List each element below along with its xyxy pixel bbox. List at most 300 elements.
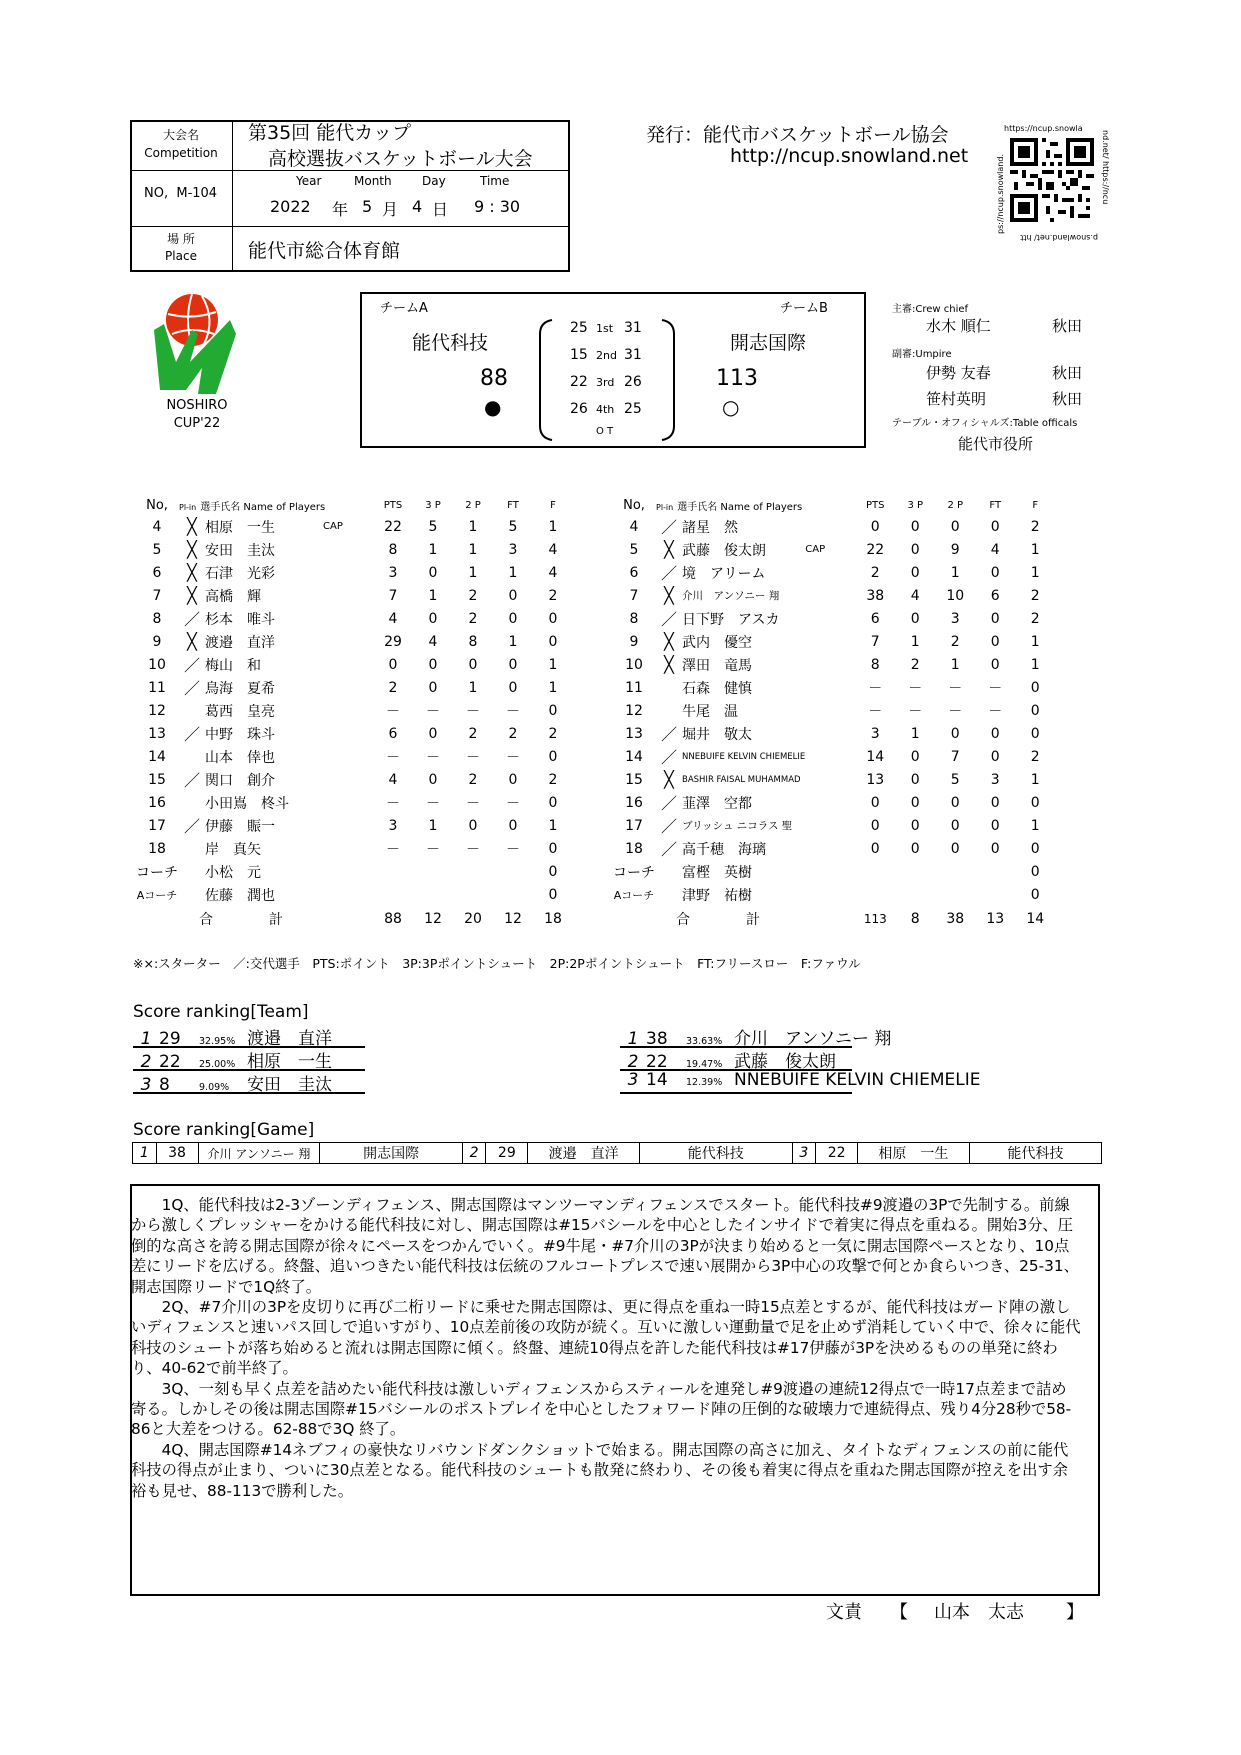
total-f: 14 <box>1026 911 1045 927</box>
player-no: 16 <box>148 794 166 811</box>
player-no: 5 <box>152 541 162 558</box>
stat-p3: 4 <box>910 587 920 604</box>
player-name: 佐藤 潤也 <box>205 887 275 904</box>
stat-pts: 29 <box>384 633 402 650</box>
quarter-row: 15 2nd 31 <box>570 347 642 363</box>
rank-player: 渡邉 直洋 <box>247 1029 332 1049</box>
crew-chief-label: 主審:Crew chief <box>892 304 969 315</box>
ranking-row <box>620 1024 892 1049</box>
quarter-row: 26 4th 25 <box>570 401 642 417</box>
stat-ft: 0 <box>990 817 1000 834</box>
table-official-label: テーブル・オフィシャルズ:Table officals <box>892 418 1078 429</box>
stat-pts <box>373 883 413 906</box>
player-row <box>135 538 573 561</box>
stat-ft: 0 <box>508 610 518 627</box>
stat-pts: 2 <box>870 564 880 581</box>
stat-p3: 0 <box>910 610 920 627</box>
stat-pts: 0 <box>870 840 880 857</box>
player-no: 17 <box>148 817 166 834</box>
stat-pts: － <box>868 703 883 720</box>
stat-f: 2 <box>548 725 558 742</box>
stat-f: 2 <box>548 771 558 788</box>
captain-mark <box>805 814 855 837</box>
rank-number: 3 <box>627 1070 639 1090</box>
stat-ft: 0 <box>508 587 518 604</box>
captain-mark <box>805 653 855 676</box>
stat-ft: 0 <box>508 656 518 673</box>
player-mark <box>179 745 205 768</box>
player-no: 16 <box>625 794 643 811</box>
player-row <box>612 837 1055 860</box>
ranking-game-title: Score ranking[Game] <box>133 1120 315 1140</box>
stat-pts: 8 <box>870 656 880 673</box>
stat-ft: － <box>506 749 520 766</box>
rank-percent: 9.09% <box>199 1082 230 1093</box>
player-mark: ／ <box>183 771 200 790</box>
player-mark <box>179 791 205 814</box>
report-paragraph-1: 1Q、能代科技は2-3ゾーンディフェンス、開志国際はマンツーマンディフェンスでスタート。能代科技#9渡邉の3Pで先制する。前線から激しくプレッシャーをかける能代科技に対し、開志国際は#15バシールを中心としたインサイドで着実に得点を重ねる。開始3分、圧倒的な高さを誇る開志国際が徐々にペースをつかんでいく。#9牛尾・#7介川の3Pが決まり始めると一気に開志国際ペースとなり、10点差にリードを広げる。終盤、追いつきたい能代科技は伝統のフルコートプレスで速い展開から3P中心の攻撃で何とか食らいつき、25-31、開志国際リードで1Q終了。 <box>131 1196 1079 1296</box>
stat-p2 <box>935 860 975 883</box>
stat-p2: 0 <box>950 817 960 834</box>
stat-pts <box>855 883 895 906</box>
stat-pts: － <box>386 795 400 812</box>
player-row <box>135 561 573 584</box>
player-no: Aコーチ <box>613 888 655 902</box>
player-no: 7 <box>629 587 639 604</box>
competition-name-1: 第35回 能代カップ <box>248 122 412 144</box>
stat-f: 1 <box>1030 771 1040 788</box>
stat-pts: 8 <box>388 541 398 558</box>
player-no: 18 <box>148 840 166 857</box>
stat-pts: 22 <box>866 541 885 558</box>
player-row <box>135 699 573 722</box>
player-name: 梅山 和 <box>205 657 261 674</box>
player-name: 富樫 英樹 <box>682 864 752 881</box>
stat-ft: 3 <box>508 541 518 558</box>
quarter-row: 25 1st 31 <box>570 320 642 336</box>
player-mark: ／ <box>183 679 200 698</box>
player-no: 4 <box>629 518 639 535</box>
stat-f: 0 <box>1030 863 1040 880</box>
team-a-name: 能代科技 <box>412 332 489 354</box>
stat-ft: 0 <box>508 817 518 834</box>
player-row <box>612 768 1055 791</box>
player-name: 安田 圭汰 <box>205 542 275 559</box>
col-2p: 2 P <box>465 499 481 511</box>
col-no: No, <box>146 497 168 513</box>
stat-p2: 2 <box>468 725 478 742</box>
captain-mark <box>323 745 373 768</box>
team-b-player-table <box>612 495 1055 932</box>
ranking-team-title: Score ranking[Team] <box>133 1002 309 1022</box>
stat-p2: 0 <box>950 725 960 742</box>
captain-mark <box>805 515 855 538</box>
stat-p2: － <box>466 841 480 858</box>
captain-mark <box>805 768 855 791</box>
stat-ft: 2 <box>508 725 518 742</box>
player-no: 14 <box>148 748 166 765</box>
stat-p3: 0 <box>910 794 920 811</box>
player-row <box>135 653 573 676</box>
stat-ft <box>975 860 1015 883</box>
game-no: NO, M-104 <box>144 186 218 201</box>
stat-p3: 1 <box>910 633 920 650</box>
captain-mark <box>323 561 373 584</box>
rank-points: 22 <box>646 1052 668 1072</box>
stat-pts: － <box>386 703 400 720</box>
captain-mark <box>323 699 373 722</box>
stat-pts: 3 <box>870 725 880 742</box>
stat-ft: 0 <box>508 771 518 788</box>
player-no: 18 <box>625 840 643 857</box>
player-no: 17 <box>625 817 643 834</box>
captain-mark <box>805 607 855 630</box>
rank-number: 1 <box>627 1029 639 1049</box>
player-mark: ╳ <box>187 632 197 651</box>
stat-f: 1 <box>1030 656 1040 673</box>
player-name: 小松 元 <box>205 864 261 881</box>
stat-f: 0 <box>548 702 558 719</box>
captain-mark <box>805 630 855 653</box>
player-name: 諸星 然 <box>682 519 738 536</box>
player-no: 15 <box>625 771 643 788</box>
captain-mark <box>323 814 373 837</box>
publisher-url[interactable]: http://ncup.snowland.net <box>730 145 969 167</box>
rank-percent: 19.47% <box>686 1059 723 1070</box>
stat-p2: － <box>948 703 963 720</box>
stat-p2: － <box>466 749 480 766</box>
player-name: 岸 真矢 <box>205 841 261 858</box>
player-mark: ／ <box>660 748 677 767</box>
ranking-row <box>620 1070 981 1094</box>
ranking-row <box>133 1024 365 1048</box>
stat-f: 1 <box>1030 564 1040 581</box>
stat-f: 1 <box>548 817 558 834</box>
quarter-row: 22 3rd 26 <box>570 374 642 390</box>
competition-label: 大会名 Competition <box>144 128 218 160</box>
officials: 主審:Crew chief 水木 順仁 秋田 副審:Umpire 伊勢 友春 秋田 笹村英明 秋田 テーブル・オフィシャルズ:Table officals 能代市役所 <box>892 300 1092 454</box>
stat-p3: 0 <box>910 771 920 788</box>
rank-points: 29 <box>159 1029 181 1049</box>
stat-p2: 0 <box>950 518 960 535</box>
player-no: 13 <box>625 725 643 742</box>
player-name: ブリッシュ ニコラス 聖 <box>682 820 793 832</box>
noshiro-cup-logo <box>142 290 252 440</box>
stat-f: 4 <box>548 541 558 558</box>
rank-player: 安田 圭汰 <box>247 1075 332 1095</box>
player-row <box>135 791 573 814</box>
team-a-total: 88 <box>480 366 508 391</box>
player-row <box>612 515 1055 538</box>
umpire-2: 笹村英明 <box>926 390 987 408</box>
stat-p3: － <box>908 680 923 697</box>
stat-p3 <box>413 883 453 906</box>
player-name: 高千穂 海璃 <box>682 841 766 858</box>
player-mark <box>656 860 682 883</box>
captain-mark <box>805 837 855 860</box>
team-b-result: ○ <box>722 395 740 419</box>
stat-f: 2 <box>1030 518 1040 535</box>
player-mark <box>179 860 205 883</box>
player-name: 石津 光彩 <box>205 565 275 582</box>
stat-f: 0 <box>1030 702 1040 719</box>
player-row <box>612 676 1055 699</box>
total-p3: 12 <box>424 911 442 927</box>
rank-number: 3 <box>140 1075 152 1095</box>
player-mark <box>179 837 205 860</box>
player-no: Aコーチ <box>136 888 178 902</box>
stat-f: 1 <box>548 679 558 696</box>
player-name: 杉本 唯斗 <box>205 611 275 628</box>
captain-mark <box>323 607 373 630</box>
player-row <box>612 722 1055 745</box>
qr-pattern <box>1010 138 1094 222</box>
stat-pts: 4 <box>388 771 398 788</box>
stat-p3: － <box>908 703 923 720</box>
stat-p3: 1 <box>910 725 920 742</box>
player-row <box>135 814 573 837</box>
player-name: 鳥海 夏希 <box>205 680 275 697</box>
col-pts: PTS <box>383 499 403 511</box>
player-no: 11 <box>148 679 166 696</box>
captain-mark <box>323 791 373 814</box>
total-label: 合 計 <box>199 912 283 928</box>
stat-p3 <box>413 860 453 883</box>
qr-text-right: nd.net/ https://ncu <box>1101 130 1110 205</box>
player-name: 山本 倖也 <box>205 749 275 766</box>
player-name: 関口 創介 <box>205 772 275 789</box>
captain-mark <box>323 630 373 653</box>
stat-p3: 5 <box>428 518 438 535</box>
stat-f: 0 <box>548 863 558 880</box>
total-p3: 8 <box>910 911 920 927</box>
stat-f: 2 <box>1030 610 1040 627</box>
col-name: Pl-in 選手氏名 Name of Players <box>656 501 803 513</box>
player-mark <box>656 883 682 906</box>
stat-p3: 0 <box>428 679 438 696</box>
stat-p2: 8 <box>468 633 478 650</box>
player-no: 14 <box>625 748 643 765</box>
player-name: 介川 アンソニー 翔 <box>682 590 780 602</box>
stat-f: 0 <box>548 886 558 903</box>
stat-ft: － <box>506 841 520 858</box>
total-row <box>612 906 1055 932</box>
team-b-name: 開志国際 <box>730 332 807 354</box>
player-row <box>612 630 1055 653</box>
stat-f: 2 <box>1030 748 1040 765</box>
captain-mark <box>805 860 855 883</box>
rank-points: 14 <box>646 1070 668 1090</box>
captain-mark <box>323 883 373 906</box>
report-paragraph-4: 4Q、開志国際#14ネブフィの豪快なリバウンドダンクショットで始まる。開志国際の高さに加え、タイトなディフェンスの前に能代科技の得点が止まり、ついに30点差となる。能代科技のシュートも散発に終わり、その後も着実に得点を重ねた開志国際が控えを出す余裕も見せ、88-113で勝利した。 <box>131 1440 1069 1500</box>
captain-mark <box>323 653 373 676</box>
player-row <box>135 515 573 538</box>
rank-player: NNEBUIFE KELVIN CHIEMELIE <box>734 1070 981 1090</box>
stat-ft: 0 <box>990 794 1000 811</box>
total-label: 合 計 <box>676 912 760 928</box>
player-row <box>135 768 573 791</box>
stat-p3: 0 <box>428 564 438 581</box>
player-row <box>612 561 1055 584</box>
player-mark: ／ <box>660 725 677 744</box>
col-3p: 3 P <box>425 499 441 511</box>
player-no: 12 <box>625 702 643 719</box>
crew-chief: 水木 順仁 <box>926 317 991 335</box>
competition-name-2: 高校選抜バスケットボール大会 <box>268 148 533 170</box>
stat-ft: 0 <box>990 656 1000 673</box>
player-mark: ／ <box>660 610 677 629</box>
stat-ft: － <box>506 795 520 812</box>
captain-mark <box>805 722 855 745</box>
total-pts: 88 <box>384 911 402 927</box>
player-name: 堀井 敬太 <box>682 726 752 743</box>
player-row <box>612 814 1055 837</box>
stat-p2: － <box>948 680 963 697</box>
player-no: 11 <box>625 679 643 696</box>
rank-percent: 25.00% <box>199 1059 236 1070</box>
stat-p2: 0 <box>468 656 478 673</box>
player-row <box>612 883 1055 906</box>
stat-p2: 3 <box>950 610 960 627</box>
player-name: 境 アリーム <box>682 565 766 582</box>
stat-pts: 0 <box>870 817 880 834</box>
ranking-game-table: 1 38 介川 アンソニー 翔 開志国際 2 29 渡邉 直洋 能代科技 3 22 相原 一生 能代科技 <box>132 1142 1102 1164</box>
captain-mark <box>805 676 855 699</box>
qr-text-bottom: p.snowland.net/ htt <box>1020 233 1098 242</box>
stat-f: 4 <box>548 564 558 581</box>
stat-f: 1 <box>1030 633 1040 650</box>
stat-f: 1 <box>548 518 558 535</box>
stat-f: 0 <box>1030 840 1040 857</box>
player-mark: ／ <box>660 564 677 583</box>
stat-p2: 0 <box>950 840 960 857</box>
total-pts: 113 <box>863 912 887 926</box>
captain-mark <box>805 561 855 584</box>
stat-p2: 0 <box>468 817 478 834</box>
captain-mark <box>323 768 373 791</box>
player-name: 牛尾 温 <box>682 703 738 720</box>
rank-player: 介川 アンソニー 翔 <box>734 1029 892 1049</box>
stat-p3: 1 <box>428 541 438 558</box>
col-pts: PTS <box>866 499 885 511</box>
stat-ft: － <box>988 703 1003 720</box>
stat-p2: 1 <box>468 564 478 581</box>
captain-mark <box>323 722 373 745</box>
player-name: 韮澤 空都 <box>682 795 752 812</box>
captain-mark <box>805 883 855 906</box>
stat-f: 0 <box>548 610 558 627</box>
stat-p3: － <box>426 749 440 766</box>
stat-p3: 0 <box>910 748 920 765</box>
rank-points: 38 <box>646 1029 668 1049</box>
publisher: 発行：能代市バスケットボール協会 <box>646 124 949 146</box>
player-mark: ╳ <box>187 563 197 582</box>
player-no: 8 <box>152 610 162 627</box>
captain-mark <box>805 699 855 722</box>
player-row <box>135 745 573 768</box>
stat-pts: 6 <box>870 610 880 627</box>
player-no: 4 <box>152 518 162 535</box>
ranking-row <box>133 1070 365 1094</box>
captain-mark <box>323 837 373 860</box>
stat-p2: 0 <box>950 794 960 811</box>
stat-ft: － <box>506 703 520 720</box>
col-name: Pl-in 選手氏名 Name of Players <box>179 501 326 513</box>
stat-p3: 0 <box>428 610 438 627</box>
stat-f: 0 <box>548 794 558 811</box>
ranking-row <box>133 1047 365 1071</box>
rank-player: 相原 一生 <box>247 1052 332 1072</box>
player-mark: ╳ <box>664 770 674 789</box>
team-b-total: 113 <box>716 366 758 391</box>
stat-ft <box>493 860 533 883</box>
stat-f: 0 <box>1030 679 1040 696</box>
col-3p: 3 P <box>907 499 924 511</box>
player-no: 10 <box>148 656 166 673</box>
ranking-row <box>620 1047 852 1071</box>
stat-p2: 2 <box>468 610 478 627</box>
player-row <box>135 722 573 745</box>
logo-mark <box>142 290 252 400</box>
player-mark: ╳ <box>187 586 197 605</box>
stat-ft: 0 <box>990 840 1000 857</box>
stat-ft: 0 <box>990 610 1000 627</box>
stat-p3 <box>895 860 935 883</box>
captain-mark <box>323 538 373 561</box>
header-row <box>612 495 1055 515</box>
stat-p2: 1 <box>468 541 478 558</box>
stat-p3: － <box>426 841 440 858</box>
stat-ft: 0 <box>990 518 1000 535</box>
stat-f: 0 <box>548 633 558 650</box>
player-no: 12 <box>148 702 166 719</box>
stat-p2: － <box>466 703 480 720</box>
player-name: 澤田 竜馬 <box>682 657 752 674</box>
stat-ft: － <box>988 680 1003 697</box>
stat-p2: 10 <box>946 587 965 604</box>
stat-ft: 3 <box>990 771 1000 788</box>
captain-mark <box>805 745 855 768</box>
stat-ft <box>975 883 1015 906</box>
author-name: 山本 太志 <box>934 1602 1024 1623</box>
col-no: No, <box>623 497 645 513</box>
player-row <box>612 745 1055 768</box>
stat-p3: 1 <box>428 817 438 834</box>
stat-p2: 1 <box>468 679 478 696</box>
player-mark <box>656 699 682 722</box>
qr-text-top: https://ncup.snowla <box>1004 124 1083 133</box>
player-no: 15 <box>148 771 166 788</box>
player-name: 日下野 アスカ <box>682 611 780 628</box>
player-row <box>135 883 573 906</box>
report-paragraph-3: 3Q、一刻も早く点差を詰めたい能代科技は激しいディフェンスからスティールを連発し#9渡邉の連続12得点で一時17点差まで詰め寄る。しかしその後は開志国際#15バシールのポストプレイを中心としたフォワード陣の圧倒的な破壊力で連続得点、残り4分28秒で58-86と大差をつける。62-88で3Q 終了。 <box>131 1379 1072 1439</box>
stat-p3: 0 <box>428 656 438 673</box>
captain-mark <box>323 584 373 607</box>
stat-p2 <box>453 860 493 883</box>
player-mark <box>656 676 682 699</box>
stat-pts: 4 <box>388 610 398 627</box>
stat-ft: 1 <box>508 564 518 581</box>
stat-f: 0 <box>1030 725 1040 742</box>
stat-ft: 0 <box>990 748 1000 765</box>
stat-p3: 0 <box>910 817 920 834</box>
place-value: 能代市総合体育館 <box>248 240 401 262</box>
player-mark <box>179 699 205 722</box>
stat-pts: 7 <box>870 633 880 650</box>
stat-pts <box>373 860 413 883</box>
game-report <box>131 1195 1081 1501</box>
stat-f: 0 <box>548 840 558 857</box>
